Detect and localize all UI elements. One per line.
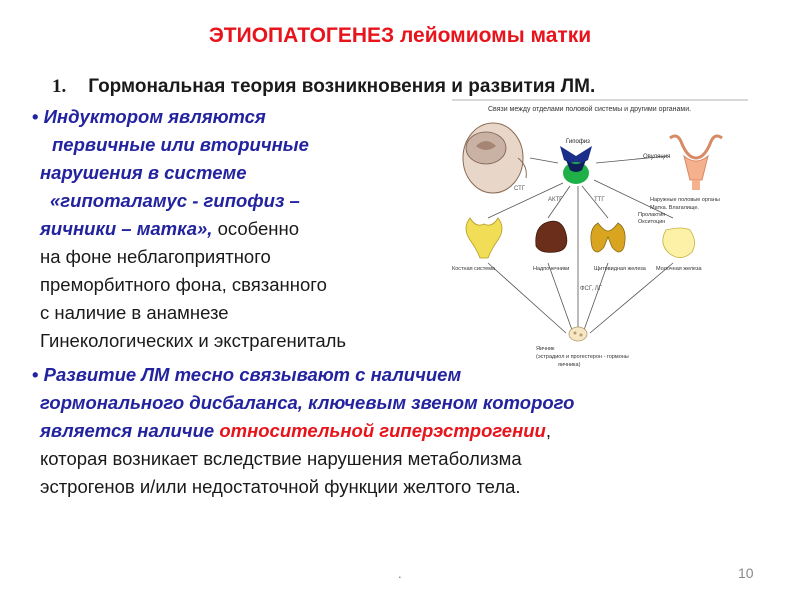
pituitary-label: Гипофиз [566,139,590,145]
p2-text-3a: является наличие [40,420,220,441]
p1-text-5b: особенно [212,218,300,239]
p1-line-9: Гинекологических и экстрагениталь [40,330,347,351]
subtitle-number: 1. [52,76,67,97]
pituitary-icon [560,146,592,184]
p1-text-5a: яичники – матка», [40,218,213,239]
external-organs-label-2: Матка. Влагалище. [650,205,699,211]
ovary-label: Яичник [536,346,555,352]
uterus-icon [670,136,722,190]
adrenal-icon [536,221,567,252]
thyroid-label: Щитовидная железа [594,266,646,272]
adrenal-label: Надпочечники [533,266,570,272]
arrow-stg: СТГ [514,186,526,192]
prolactin-label-2: Окситоцин [638,219,666,225]
ovulation-label: Овуляция [643,154,671,160]
head-illustration [463,123,526,193]
arrow-ttg: ТТГ [594,197,605,203]
p2-line-5: эстрогенов и/или недостаточной функции желтого тела. [40,476,521,497]
p2-line-1 [32,364,461,386]
p2-text-1: Развитие ЛМ тесно связывают с наличием [43,364,462,385]
bullet: • [32,106,39,127]
breast-icon [663,228,695,258]
p1-line-2: первичные или вторичные [52,134,309,155]
organ-relations-diagram [448,98,752,380]
subtitle-text: Гормональная теория возникновения и развития ЛМ. [88,76,596,97]
p1-line-7: преморбитного фона, связанного [40,274,327,295]
ovary-sub-1: (эстрадиол и прогестерон - гормоны [536,354,629,360]
subtitle [52,76,595,98]
bones-label: Костная система [452,266,496,272]
p2-line-2: гормонального дисбаланса, ключевым звеном которого [40,392,575,413]
bullet: • [32,364,39,385]
arrow-actg: АКТГ [548,197,563,203]
pelvis-icon [466,218,502,258]
thyroid-icon [591,223,625,252]
p1-text-1: Индуктором являются [43,106,266,127]
p1-line-8: с наличие в анамнезе [40,302,229,323]
slide-title: ЭТИОПАТОГЕНЕЗ лейомиомы матки [208,24,592,47]
p2-text-3c: , [545,420,551,441]
p2-highlight: относительной гиперэстрогении [219,420,546,441]
external-organs-label-1: Наружные половые органы [650,197,720,203]
prolactin-label-1: Пролактин [638,212,666,218]
footer-dot: . [398,566,402,581]
page-number: 10 [738,565,754,581]
arrow-fsh: ФСГ, ЛГ [580,286,602,292]
breast-label: Молочная железа [656,266,702,272]
ovary-icon [569,327,587,341]
p2-line-4: которая возникает вследствие нарушения метаболизма [40,448,522,469]
p1-line-1 [32,106,266,128]
p1-line-6: на фоне неблагоприятного [40,246,271,267]
p2-line-3 [40,420,551,442]
p1-line-5 [40,218,299,240]
ovary-sub-2: яичника) [558,362,581,368]
diagram-header: Связи между отделами половой системы и другими органами. [488,106,692,113]
p1-line-4: «гипоталамус - гипофиз – [50,190,300,211]
p1-line-3: нарушения в системе [40,162,247,183]
